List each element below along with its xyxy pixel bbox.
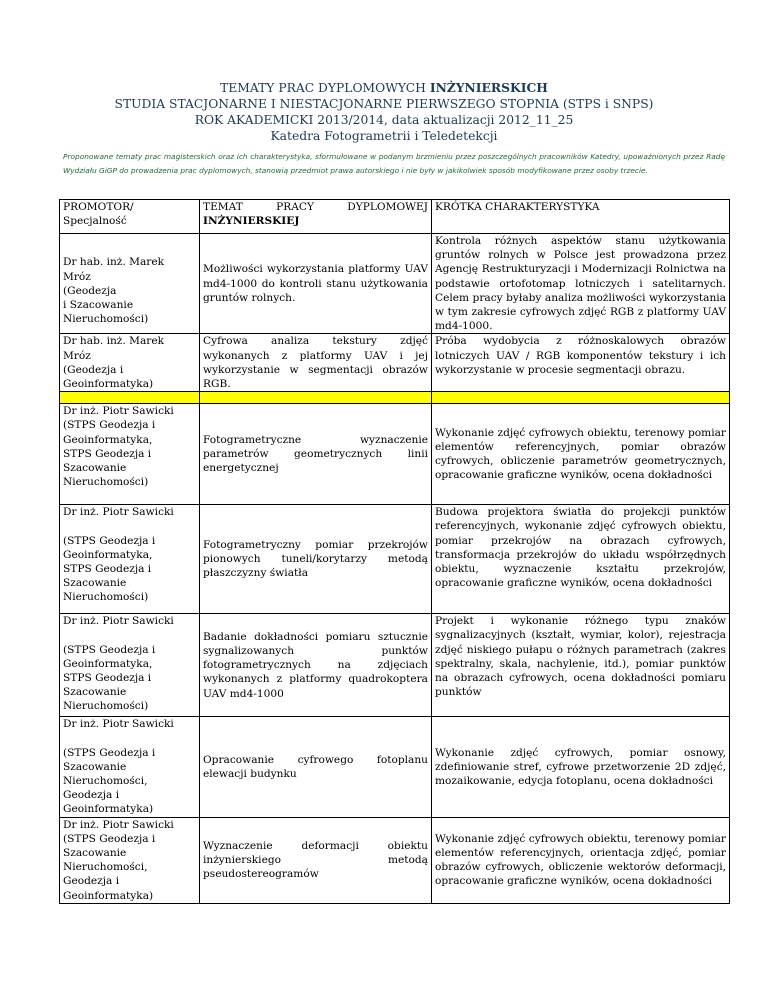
topic-cell: Możliwości wykorzystania platformy UAV md4-1000 do kontroli stanu użytkowania gruntów rolnych. (200, 234, 432, 334)
table-header-row (60, 200, 730, 234)
promotor-cell: Dr hab. inż. Marek Mróz (Geodezja i Szacowanie Nieruchomości) (60, 234, 200, 334)
description-cell: Projekt i wykonanie różnego typu znaków sygnalizacyjnych (kształt, wymiar, kolor), rejestracja zdjęć niskiego pułapu o różnych parametrach (zakres spektralny, skala, nachylenie, itd.), pomiar punktów na obrazach cyfrowych, ocena dokładności pomiaru punktów (432, 614, 730, 717)
document-header (40, 80, 728, 144)
header-topic-cell (200, 200, 432, 234)
topic-cell: Badanie dokładności pomiaru sztucznie sygnalizowanych punktów fotogrametrycznych na zdjęciach wykonanych z platformy quadrokoptera UAV md4-1000 (200, 614, 432, 717)
header-title-bold: INŻYNIERSKICH (429, 80, 548, 95)
header-promotor-cell: PROMOTOR/ Specjalność (60, 200, 200, 234)
description-cell: Kontrola różnych aspektów stanu użytkowania gruntów rolnych w Polsce jest prowadzona przez Agencję Restrukturyzacji i Modernizacji Rolnictwa na podstawie ortofotomap lotniczych i satelitarnych. Celem pracy byłaby analiza możliwości wykorzystania w tym zakresie cyfrowych zdjęć RGB z platformy UAV md4-1000. (432, 234, 730, 334)
table-row (60, 505, 730, 614)
topic-cell: Wyznaczenie deformacji obiektu inżynierskiego metodą pseudostereogramów (200, 817, 432, 903)
description-cell: Wykonanie zdjęć cyfrowych obiektu, terenowy pomiar elementów referencyjnych, orientacja zdjęć, pomiar obrazów cyfrowych, obliczenie wektorów deformacji, opracowanie graficzne wyników, ocena dokładności (432, 817, 730, 903)
header-title-text: TEMATY PRAC DYPLOMOWYCH (220, 81, 430, 95)
header-description-cell: KRÓTKA CHARAKTERYSTYKA (432, 200, 730, 234)
separator-cell (200, 392, 432, 404)
promotor-cell: Dr inż. Piotr Sawicki (STPS Geodezja i Geoinformatyka, STPS Geodezja i Szacowanie Nieruchomości) (60, 505, 200, 614)
description-cell: Próba wydobycia z różnoskalowych obrazów lotniczych UAV / RGB komponentów tekstury i ich wykorzystanie w procesie segmentacji obrazu. (432, 334, 730, 392)
promotor-cell: Dr inż. Piotr Sawicki (STPS Geodezja i Szacowanie Nieruchomości, Geodezja i Geoinformatyka) (60, 817, 200, 903)
table-row (60, 717, 730, 817)
promotor-cell: Dr inż. Piotr Sawicki (STPS Geodezja i Szacowanie Nieruchomości, Geodezja i Geoinformatyka) (60, 717, 200, 817)
table-row (60, 334, 730, 392)
table-row (60, 817, 730, 903)
promotor-cell: Dr hab. inż. Marek Mróz (Geodezja i Geoinformatyka) (60, 334, 200, 392)
header-topic-line2: INŻYNIERSKIEJ (203, 215, 300, 228)
topics-table (59, 199, 730, 904)
header-year-line: ROK AKADEMICKI 2013/2014, data aktualizacji 2012_11_25 (194, 113, 574, 127)
header-department-line: Katedra Fotogrametrii i Teledetekcji (270, 129, 498, 143)
separator-cell (432, 392, 730, 404)
topic-cell: Fotogrametryczny pomiar przekrojów pionowych tuneli/korytarzy metodą płaszczyzny światła (200, 505, 432, 614)
header-studies-line: STUDIA STACJONARNE I NIESTACJONARNE PIERWSZEGO STOPNIA (STPS i SNPS) (114, 97, 654, 111)
separator-cell (60, 392, 200, 404)
separator-row (60, 392, 730, 404)
topic-cell: Opracowanie cyfrowego fotoplanu elewacji budynku (200, 717, 432, 817)
topic-cell: Fotogrametryczne wyznaczenie parametrów geometrycznych linii energetycznej (200, 404, 432, 505)
intro-note: Proponowane tematy prac magisterskich oraz ich charakterystyka, sformułowane w podanym brzmieniu przez poszczególnych pracowników Katedry, upoważnionych przez Radę Wydziału GiGP do prowadzenia prac dyplomowych, stanowią przedmiot prawa autorskiego i nie były w jakikolwiek sposób modyfikowane przez osoby trzecie. (63, 152, 725, 175)
topic-cell: Cyfrowa analiza tekstury zdjęć wykonanych z platformy UAV i jej wykorzystanie w segmentacji obrazów RGB. (200, 334, 432, 392)
description-cell: Budowa projektora światła do projekcji punktów referencyjnych, wykonanie zdjęć cyfrowych obiektu, pomiar przekrojów na obrazach cyfrowych, transformacja przekrojów do układu współrzędnych obiektu, wyznaczenie kształtu przekrojów, opracowanie graficzne wyników, ocena dokładności (432, 505, 730, 614)
promotor-cell: Dr inż. Piotr Sawicki (STPS Geodezja i Geoinformatyka, STPS Geodezja i Szacowanie Nieruchomości) (60, 614, 200, 717)
table-row (60, 234, 730, 334)
header-title-line (40, 80, 728, 96)
table-row (60, 404, 730, 505)
table-row (60, 614, 730, 717)
description-cell: Wykonanie zdjęć cyfrowych obiektu, terenowy pomiar elementów referencyjnych, pomiar obrazów cyfrowych, obliczenie parametrów geometrycznych, opracowanie graficzne wyników, ocena dokładności (432, 404, 730, 505)
description-cell: Wykonanie zdjęć cyfrowych, pomiar osnowy, zdefiniowanie stref, cyfrowe przetworzenie 2D zdjęć, mozaikowanie, edycja fotoplanu, ocena dokładności (432, 717, 730, 817)
header-topic-line1: TEMAT PRACY DYPLOMOWEJ (203, 201, 428, 213)
promotor-cell: Dr inż. Piotr Sawicki (STPS Geodezja i Geoinformatyka, STPS Geodezja i Szacowanie Nieruchomości) (60, 404, 200, 505)
